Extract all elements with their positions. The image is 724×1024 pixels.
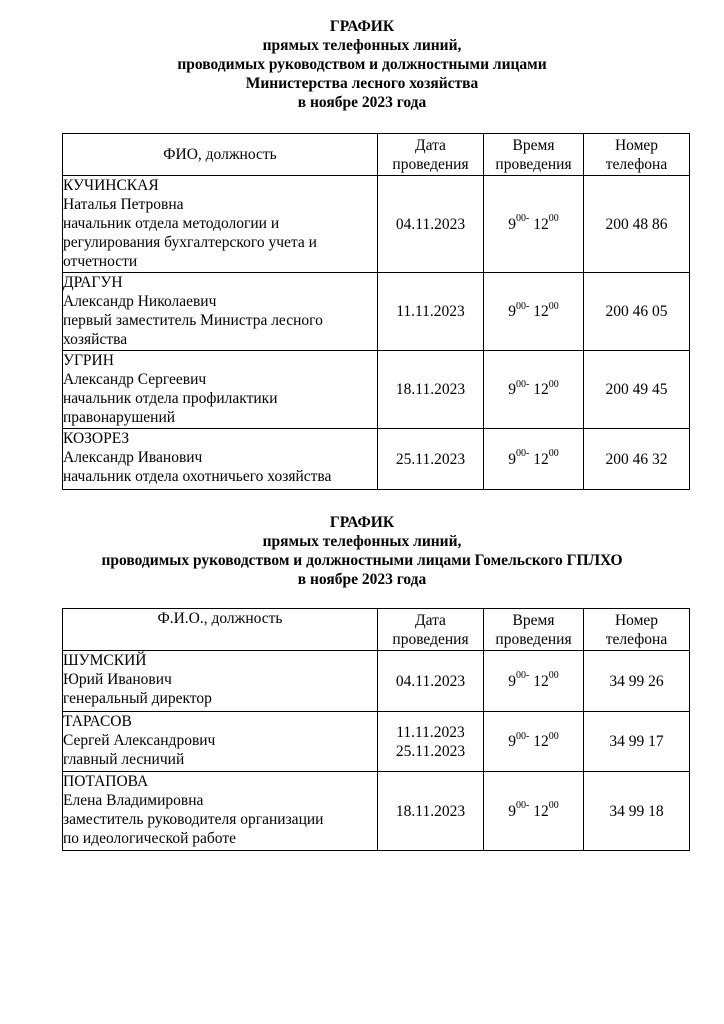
date-cell: 11.11.2023 25.11.2023 bbox=[378, 712, 484, 772]
date-cell: 25.11.2023 bbox=[378, 429, 484, 490]
schedule-heading-ministry bbox=[0, 17, 724, 112]
phone-cell: 200 49 45 bbox=[584, 351, 690, 429]
table-header-row bbox=[63, 134, 690, 176]
table-row bbox=[63, 651, 690, 712]
column-header-time: Время проведения bbox=[484, 134, 584, 176]
date-cell: 18.11.2023 bbox=[378, 772, 484, 851]
phone-cell: 200 46 05 bbox=[584, 273, 690, 351]
schedule-heading-gplho bbox=[0, 513, 724, 589]
table-row bbox=[63, 772, 690, 851]
table-row bbox=[63, 351, 690, 429]
column-header-date: Дата проведения bbox=[378, 609, 484, 651]
person-cell: ДРАГУН Александр Николаевич первый заместитель Министра лесного хозяйства bbox=[63, 273, 378, 351]
heading-line: в ноябре 2023 года bbox=[297, 94, 427, 111]
heading-line: прямых телефонных линий, bbox=[262, 37, 462, 54]
column-header-phone: Номер телефона bbox=[584, 134, 690, 176]
person-cell: ШУМСКИЙ Юрий Иванович генеральный директор bbox=[63, 651, 378, 712]
table-header-row bbox=[63, 609, 690, 651]
date-cell: 18.11.2023 bbox=[378, 351, 484, 429]
column-header-name: ФИО, должность bbox=[63, 134, 378, 176]
column-header-name: Ф.И.О., должность bbox=[63, 609, 378, 651]
phone-cell: 34 99 17 bbox=[584, 712, 690, 772]
time-cell: $9^{00-}$ $12^{00}$ bbox=[484, 351, 584, 429]
time-cell: $9^{00-}$ $12^{00}$ bbox=[484, 712, 584, 772]
column-header-date: Дата проведения bbox=[378, 134, 484, 176]
heading-title: ГРАФИК bbox=[329, 18, 395, 35]
phone-cell: 34 99 26 bbox=[584, 651, 690, 712]
schedule-table-ministry bbox=[62, 133, 690, 490]
heading-line: прямых телефонных линий, bbox=[262, 533, 462, 550]
phone-cell: 34 99 18 bbox=[584, 772, 690, 851]
heading-line: Министерства лесного хозяйства bbox=[245, 75, 479, 92]
schedule-table-gplho bbox=[62, 608, 690, 851]
heading-title: ГРАФИК bbox=[329, 514, 395, 531]
table-row bbox=[63, 429, 690, 490]
heading-line: проводимых руководством и должностными лицами bbox=[177, 56, 547, 73]
person-cell: УГРИН Александр Сергеевич начальник отдела профилактики правонарушений bbox=[63, 351, 378, 429]
table-row bbox=[63, 712, 690, 772]
phone-cell: 200 46 32 bbox=[584, 429, 690, 490]
time-cell: $9^{00-}$ $12^{00}$ bbox=[484, 651, 584, 712]
time-cell: $9^{00-}$ $12^{00}$ bbox=[484, 772, 584, 851]
date-cell: 04.11.2023 bbox=[378, 176, 484, 273]
column-header-phone: Номер телефона bbox=[584, 609, 690, 651]
time-cell: $9^{00-}$ $12^{00}$ bbox=[484, 176, 584, 273]
date-cell: 04.11.2023 bbox=[378, 651, 484, 712]
person-cell: ПОТАПОВА Елена Владимировна заместитель руководителя организации по идеологической работе bbox=[63, 772, 378, 851]
table-row bbox=[63, 273, 690, 351]
person-cell: ТАРАСОВ Сергей Александрович главный лесничий bbox=[63, 712, 378, 772]
time-cell: $9^{00-}$ $12^{00}$ bbox=[484, 273, 584, 351]
table-row bbox=[63, 176, 690, 273]
time-cell: $9^{00-}$ $12^{00}$ bbox=[484, 429, 584, 490]
heading-line: в ноябре 2023 года bbox=[297, 571, 427, 588]
phone-cell: 200 48 86 bbox=[584, 176, 690, 273]
person-cell: КУЧИНСКАЯ Наталья Петровна начальник отдела методологии и регулирования бухгалтерского учета и отчетности bbox=[63, 176, 378, 273]
column-header-time: Время проведения bbox=[484, 609, 584, 651]
heading-line: проводимых руководством и должностными лицами Гомельского ГПЛХО bbox=[101, 552, 623, 569]
date-cell: 11.11.2023 bbox=[378, 273, 484, 351]
person-cell: КОЗОРЕЗ Александр Иванович начальник отдела охотничьего хозяйства bbox=[63, 429, 378, 490]
